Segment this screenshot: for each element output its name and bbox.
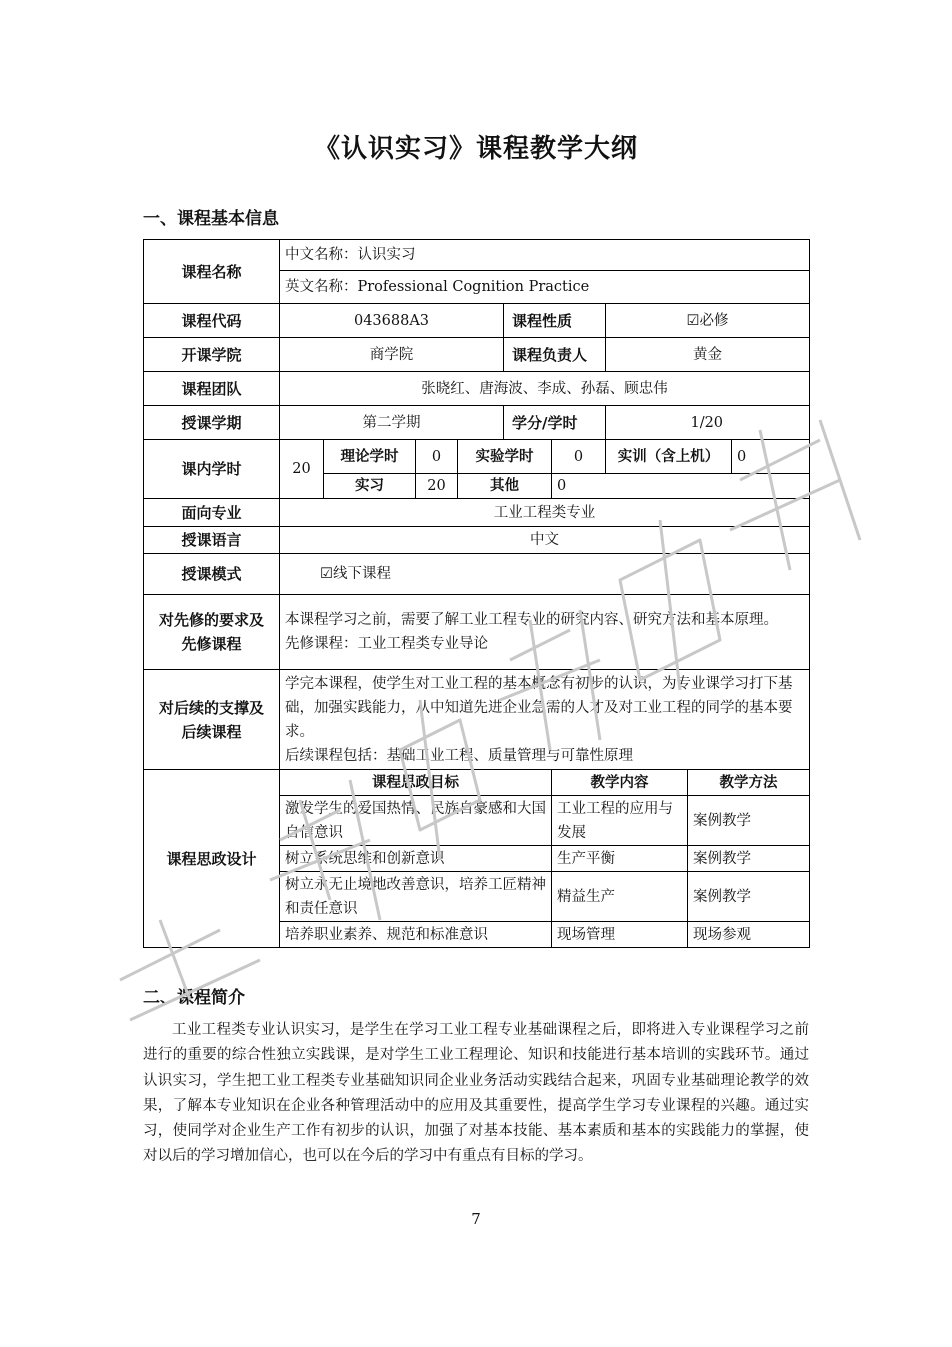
major-label: 面向专业 [144,499,280,527]
theory-value: 0 [416,440,458,474]
section-heading-basic-info: 一、课程基本信息 [143,209,279,229]
training-value: 0 [732,440,810,474]
prereq-cell [280,595,810,670]
credit: 1/20 [606,406,810,440]
course-nature: ☑必修 [606,304,810,338]
course-info-table [143,239,810,948]
ideology-goal: 培养职业素养、规范和标准意识 [280,922,552,948]
major: 工业工程类专业 [280,499,810,527]
course-code-label: 课程代码 [144,304,280,338]
ideology-header-method: 教学方法 [688,770,810,796]
ideology-content: 工业工程的应用与发展 [552,796,688,846]
section-heading-intro: 二、课程简介 [143,988,245,1008]
ideology-label: 课程思政设计 [144,770,280,948]
page-title: 《认识实习》课程教学大纲 [313,134,638,164]
chinese-name: 中文名称：认识实习 [280,240,810,271]
college-label: 开课学院 [144,338,280,372]
prereq-courses: 先修课程：工业工程类专业导论 [285,636,488,652]
semester: 第二学期 [280,406,504,440]
language-label: 授课语言 [144,527,280,554]
other-value: 0 [552,474,810,499]
mode-label: 授课模式 [144,554,280,595]
theory-label: 理论学时 [324,440,416,474]
ideology-content: 精益生产 [552,872,688,922]
support-courses: 后续课程包括：基础工业工程、质量管理与可靠性原理 [285,747,633,764]
leader-label: 课程负责人 [504,338,606,372]
course-nature-label: 课程性质 [504,304,606,338]
support-text: 学完本课程，使学生对工业工程的基本概念有初步的认识，为专业课学习打下基础，加强实践能力，从中知道先进企业急需的人才及对工业工程的同学的基本要求。 [285,675,793,740]
hours-label: 课内学时 [144,440,280,499]
ideology-header-goal: 课程思政目标 [280,770,552,796]
credit-label: 学分/学时 [504,406,606,440]
ideology-method: 现场参观 [688,922,810,948]
ideology-content: 生产平衡 [552,846,688,872]
prereq-text: 本课程学习之前，需要了解工业工程专业的研究内容、研究方法和基本原理。 [285,612,778,628]
english-name: 英文名称：Professional Cognition Practice [280,271,810,304]
team-label: 课程团队 [144,372,280,406]
leader: 黄金 [606,338,810,372]
ideology-header-content: 教学内容 [552,770,688,796]
language: 中文 [280,527,810,554]
support-label: 对后续的支撑及后续课程 [144,670,280,770]
ideology-method: 案例教学 [688,846,810,872]
team: 张晓红、唐海波、李成、孙磊、顾忠伟 [280,372,810,406]
experiment-label: 实验学时 [458,440,552,474]
ideology-goal: 树立系统思维和创新意识 [280,846,552,872]
mode: ☑线下课程 [280,554,810,595]
training-label: 实训（含上机） [606,440,732,474]
support-cell [280,670,810,770]
ideology-method: 案例教学 [688,872,810,922]
other-label: 其他 [458,474,552,499]
hours-total: 20 [280,440,324,499]
semester-label: 授课学期 [144,406,280,440]
college: 商学院 [280,338,504,372]
intro-paragraph: 工业工程类专业认识实习，是学生在学习工业工程专业基础课程之后，即将进入专业课程学习之前进行的重要的综合性独立实践课，是对学生工业工程理论、知识和技能进行基本培训的实践环节。通过认识实习，学生把工业工程类专业基础知识同企业业务活动实践结合起来，巩固专业基础理论教学的效果，了解本专业知识在企业各种管理活动中的应用及其重要性，提高学生学习专业课程的兴趣。通过实习，使同学对企业生产工作有初步的认识，加强了对基本技能、基本素质和基本的实践能力的掌握，使对以后的学习增加信心，也可以在今后的学习中有重点有目标的学习。 [143,1022,809,1165]
ideology-content: 现场管理 [552,922,688,948]
course-code: 043688A3 [280,304,504,338]
course-name-label: 课程名称 [144,240,280,304]
ideology-goal: 激发学生的爱国热情、民族自豪感和大国自信意识 [280,796,552,846]
experiment-value: 0 [552,440,606,474]
prereq-label: 对先修的要求及先修课程 [144,595,280,670]
ideology-goal: 树立永无止境地改善意识，培养工匠精神和责任意识 [280,872,552,922]
practice-value: 20 [416,474,458,499]
ideology-method: 案例教学 [688,796,810,846]
practice-label: 实习 [324,474,416,499]
page-number: 7 [471,1210,481,1228]
